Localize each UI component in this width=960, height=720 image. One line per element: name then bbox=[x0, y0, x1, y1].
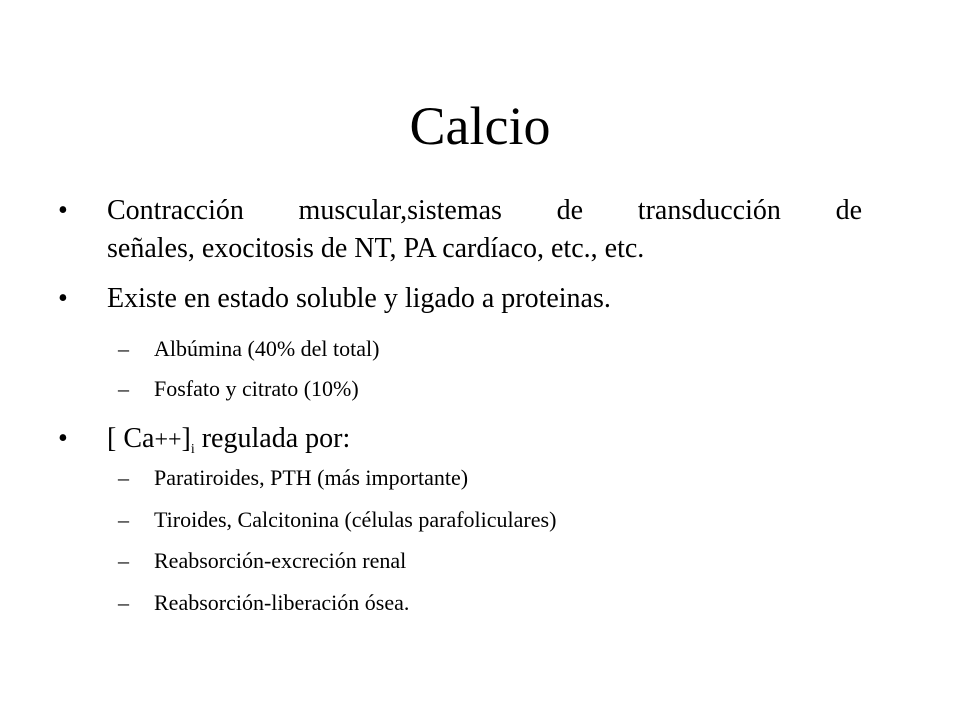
dash-marker: – bbox=[118, 507, 129, 532]
superscript-plus: ++ bbox=[154, 427, 182, 453]
bullet-item-existe bbox=[58, 280, 858, 318]
bullet-text bbox=[107, 192, 862, 268]
sub-item-renal bbox=[118, 546, 878, 576]
bullet-text bbox=[107, 420, 862, 463]
subscript-i: i bbox=[190, 442, 195, 457]
bullet-marker: • bbox=[58, 283, 68, 314]
dash-marker: – bbox=[118, 548, 129, 573]
dash-marker: – bbox=[118, 336, 129, 361]
dash-marker: – bbox=[118, 465, 129, 490]
sub-item-text: Albúmina (40% del total) bbox=[154, 336, 380, 361]
bullet-item-contraccion bbox=[58, 192, 862, 268]
bullet-marker: • bbox=[58, 195, 68, 226]
dash-marker: – bbox=[118, 376, 129, 401]
sub-item-text: Paratiroides, PTH (más importante) bbox=[154, 465, 469, 490]
sub-item-fosfato bbox=[118, 374, 878, 404]
sub-item-text: Reabsorción-excreción renal bbox=[154, 548, 407, 573]
bullet-text-line-1: Contracción muscular,sistemas de transducción de bbox=[107, 195, 862, 226]
sub-item-paratiroides bbox=[118, 463, 878, 493]
sub-item-text: Tiroides, Calcitonina (células parafoliculares) bbox=[154, 507, 557, 532]
sub-item-albumina bbox=[118, 334, 878, 364]
bracket-close: ] bbox=[181, 423, 191, 454]
bullet-marker: • bbox=[58, 423, 68, 454]
bullet-text: Existe en estado soluble y ligado a proteinas. bbox=[107, 283, 611, 314]
bullet-item-calcio-regulada bbox=[58, 420, 858, 458]
sub-item-tiroides bbox=[118, 505, 878, 535]
bullet-text-line-2: señales, exocitosis de NT, PA cardíaco, etc., etc. bbox=[107, 233, 645, 264]
sub-item-osea bbox=[118, 588, 878, 618]
regulada-text: regulada por: bbox=[194, 423, 351, 454]
dash-marker: – bbox=[118, 590, 129, 615]
slide-title: Calcio bbox=[409, 96, 551, 156]
sub-item-text: Fosfato y citrato (10%) bbox=[154, 376, 359, 401]
bracket-ca: [ Ca bbox=[107, 423, 155, 454]
sub-item-text: Reabsorción-liberación ósea. bbox=[154, 590, 410, 615]
